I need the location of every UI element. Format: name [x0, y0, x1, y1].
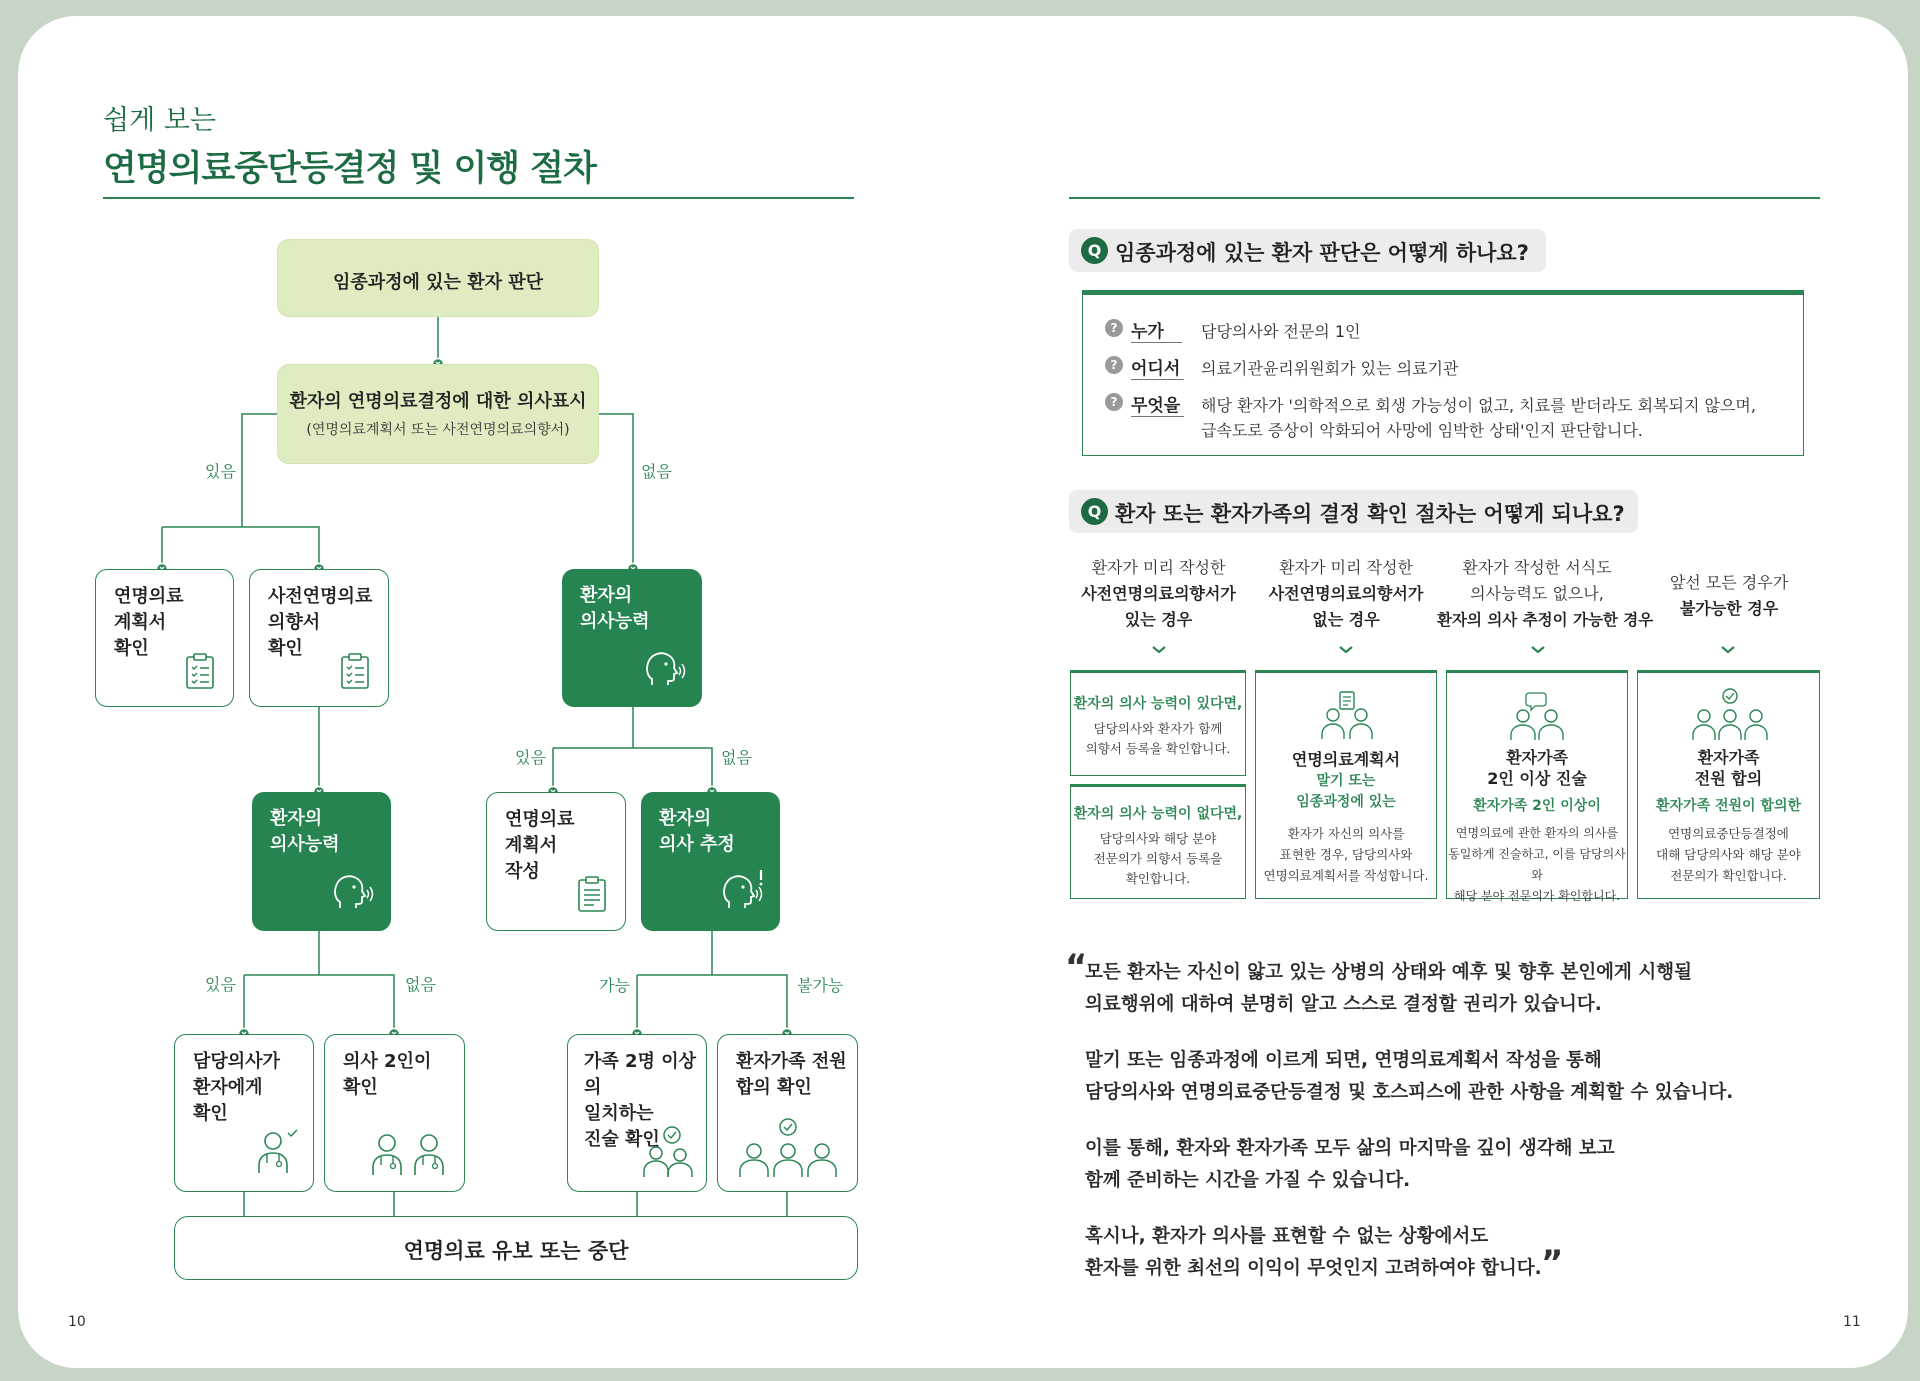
- col2-card-title: 연명의료계획서: [1291, 750, 1401, 769]
- speaking-head-exclamation-icon: [721, 868, 769, 914]
- family-speech-icon: [640, 1125, 696, 1181]
- box-capacity-left: [252, 792, 391, 931]
- col3-card-body: 연명의료에 관한 환자의 의사를 동일하게 진술하고, 이를 담당의사와 해당 분야 전문의가 확인합니다.: [1448, 826, 1626, 903]
- col4-heading-bold: 불가능한 경우: [1679, 599, 1779, 618]
- col2-card: [1255, 670, 1437, 899]
- doctor-patient-clipboard-icon: [1319, 689, 1375, 743]
- quote-block: [1085, 957, 1845, 1285]
- q2-question-bar: [1069, 490, 1638, 533]
- branch-label-no: 없음: [721, 748, 752, 767]
- col1-heading-line: 환자가 미리 작성한: [1091, 558, 1226, 577]
- col4-card: [1637, 670, 1820, 899]
- box-estimate: [641, 792, 780, 931]
- quote-paragraph-3: 이를 통해, 환자와 환자가족 모두 삶의 마지막을 깊이 생각해 보고 함께 준비하는 시간을 가질 수 있습니다.: [1085, 1138, 1615, 1191]
- col2-card-body: 환자가 자신의 의사를 표현한 경우, 담당의사와 연명의료계획서를 작성합니다.: [1263, 826, 1429, 883]
- step-terminal-judgment-label: 임종과정에 있는 환자 판단: [332, 272, 544, 293]
- doctor-check-icon: [255, 1127, 299, 1177]
- box-estimate-label: 환자의 의사 추정: [659, 808, 735, 855]
- col1-card-a-body: 담당의사와 환자가 함께 의향서 등록을 확인합니다.: [1085, 721, 1231, 756]
- box-plan-check: [95, 569, 234, 707]
- speaking-head-icon: [644, 649, 690, 691]
- box-plan-check-label: 연명의료 계획서 확인: [114, 586, 184, 659]
- q1-value-where: 의료기관윤리위원회가 있는 의료기관: [1201, 359, 1459, 378]
- two-doctors-icon: [369, 1131, 451, 1179]
- page-title: 연명의료중단등결정 및 이행 절차: [103, 149, 596, 189]
- box-advance-check-label: 사전연명의료 의향서 확인: [268, 586, 373, 659]
- family-group-check-icon: [734, 1117, 842, 1181]
- col1-card-incapable: [1070, 784, 1246, 899]
- page-subtitle: 쉽게 보는: [103, 105, 216, 136]
- col4-card-title: 환자가족 전원 합의: [1694, 748, 1763, 788]
- box-family-all-label: 환자가족 전원 합의 확인: [736, 1051, 847, 1098]
- col4-card-body: 연명의료중단등결정에 대해 담당의사와 해당 분야 전문의가 확인합니다.: [1656, 826, 1801, 883]
- q1-value-who: 담당의사와 전문의 1인: [1201, 322, 1361, 341]
- step-intent-title: 환자의 연명의료결정에 대한 의사표시: [289, 391, 587, 412]
- document-checklist-icon: [339, 652, 371, 690]
- col1-card-b-title: 환자의 의사 능력이 없다면,: [1073, 806, 1243, 822]
- quote-close-mark: ”: [1541, 1243, 1564, 1283]
- col4-card-green: 환자가족 전원이 합의한: [1656, 798, 1801, 814]
- branch-label-impossible: 불가능: [797, 976, 844, 995]
- q1-question-bar: [1069, 229, 1546, 272]
- col1-card-capable: [1070, 670, 1246, 776]
- q1-value-what: 해당 환자가 '의학적으로 회생 가능성이 없고, 치료를 받더라도 회복되지 않으며, 급속도로 증상이 악화되어 사망에 임박한 상태'인지 판단합니다.: [1201, 396, 1756, 440]
- q1-key-who: 누가: [1131, 317, 1182, 343]
- col1-card-b-body: 담당의사와 해당 분야 전문의가 의향서 등록을 확인합니다.: [1093, 831, 1223, 886]
- box-plan-write: [486, 792, 626, 931]
- box-family-all: [717, 1034, 858, 1192]
- box-doctor-confirm-label: 담당의사가 환자에게 확인: [193, 1051, 280, 1124]
- col3-heading: [1437, 555, 1654, 633]
- quote-paragraph-2: 말기 또는 임종과정에 이르게 되면, 연명의료계획서 작성을 통해 담당의사와 연명의료중단등결정 및 호스피스에 관한 사항을 계획할 수 있습니다.: [1085, 1050, 1734, 1103]
- branch-label-yes: 있음: [515, 748, 546, 767]
- col3-card-title: 환자가족 2인 이상 진술: [1487, 748, 1587, 788]
- col3-card: [1446, 670, 1628, 903]
- q1-key-what: 무엇을: [1131, 391, 1184, 417]
- box-capacity-right-label: 환자의 의사능력: [580, 585, 650, 632]
- step-intent-expression: [277, 364, 599, 464]
- step-terminal-judgment: [277, 239, 599, 317]
- page-number-right: 11: [1843, 1314, 1861, 1330]
- branch-label-yes: 있음: [205, 975, 236, 994]
- q2-question: 환자 또는 환자가족의 결정 확인 절차는 어떻게 되나요?: [1115, 502, 1625, 526]
- col2-card-green: 말기 또는 임종과정에 있는: [1296, 773, 1396, 810]
- col2-heading-bold: 사전연명의료의향서가 없는 경우: [1268, 584, 1424, 629]
- col3-heading-line: 환자가 작성한 서식도 의사능력도 없으나,: [1462, 558, 1612, 603]
- q-badge-icon: Q: [1081, 498, 1108, 525]
- final-step-box: [174, 1216, 858, 1280]
- family-group-check-icon: [1688, 687, 1772, 743]
- box-doctor-confirm: [174, 1034, 314, 1192]
- box-advance-check: [249, 569, 389, 707]
- box-family-two-label: 가족 2명 이상의 일치하는 진술 확인: [584, 1051, 696, 1150]
- help-icon: ?: [1105, 319, 1123, 337]
- col3-heading-bold: 환자의 의사 추정이 가능한 경우: [1437, 611, 1654, 629]
- col1-card-a-title: 환자의 의사 능력이 있다면,: [1073, 696, 1243, 712]
- document-checklist-icon: [184, 652, 216, 690]
- help-icon: ?: [1105, 356, 1123, 374]
- branch-label-no: 없음: [641, 462, 672, 481]
- branch-label-yes: 있음: [205, 462, 236, 481]
- box-capacity-right: [562, 569, 702, 707]
- box-family-two: [567, 1034, 707, 1192]
- speaking-head-icon: [332, 872, 378, 914]
- branch-label-possible: 가능: [599, 976, 630, 995]
- q1-question: 임종과정에 있는 환자 판단은 어떻게 하나요?: [1115, 241, 1529, 265]
- col2-heading-line: 환자가 미리 작성한: [1279, 558, 1413, 577]
- quote-open-mark: “: [1065, 947, 1088, 987]
- quote-paragraph-1: 모든 환자는 자신이 앓고 있는 상병의 상태와 예후 및 향후 본인에게 시행될 의료행위에 대하여 분명히 알고 스스로 결정할 권리가 있습니다.: [1085, 962, 1692, 1015]
- title-divider-right: [1069, 197, 1820, 199]
- col1-heading: [1069, 555, 1248, 633]
- step-intent-subtitle: (연명의료계획서 또는 사전연명의료의향서): [306, 422, 570, 438]
- title-divider: [103, 197, 854, 199]
- help-icon: ?: [1105, 393, 1123, 411]
- col3-card-green: 환자가족 2인 이상이: [1473, 798, 1601, 814]
- q1-key-where: 어디서: [1131, 354, 1184, 380]
- document-lines-icon: [576, 875, 608, 913]
- col4-heading-line: 앞선 모든 경우가: [1669, 573, 1789, 592]
- box-two-doctors: [324, 1034, 465, 1192]
- quote-paragraph-4: 혹시나, 환자가 의사를 표현할 수 없는 상황에서도 환자를 위한 최선의 이익이 무엇인지 고려하여야 합니다.: [1085, 1226, 1542, 1279]
- col4-heading: [1637, 570, 1821, 622]
- page-number-left: 10: [68, 1314, 86, 1330]
- box-capacity-left-label: 환자의 의사능력: [270, 808, 340, 855]
- final-step-label: 연명의료 유보 또는 중단: [403, 1239, 629, 1263]
- box-plan-write-label: 연명의료 계획서 작성: [505, 809, 575, 882]
- col2-heading: [1255, 555, 1437, 633]
- q-badge-icon: Q: [1081, 237, 1108, 264]
- branch-label-no: 없음: [405, 975, 436, 994]
- box-two-doctors-label: 의사 2인이 확인: [343, 1051, 432, 1098]
- family-speech-icon: [1507, 689, 1569, 743]
- col1-heading-bold: 사전연명의료의향서가 있는 경우: [1081, 584, 1236, 629]
